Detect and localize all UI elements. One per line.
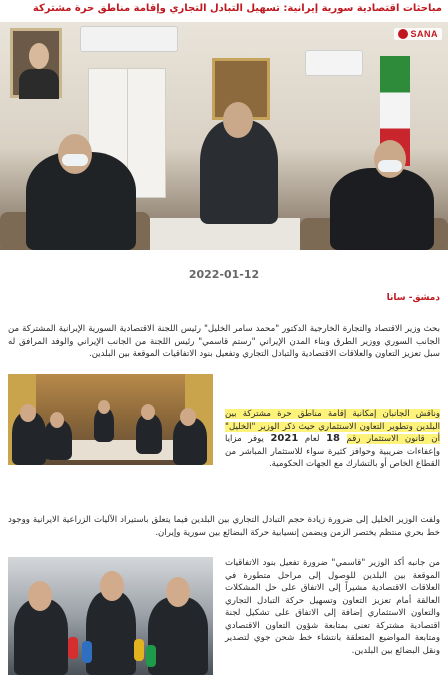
speaker (86, 591, 136, 675)
microphone-icon (68, 637, 78, 659)
logo-text: SANA (410, 29, 438, 39)
speaker-head (166, 577, 190, 607)
paragraph-1: بحث وزير الاقتصاد والتجارة الخارجية الدكتور "محمد سامر الخليل" رئيس اللجنة الاقتصادية السورية الإيرانية المشتركة من الجانب السوري ووزير الطرق وبناء المدن الإيراني "رستم قاسمي" رئيس اللجنة من الجانب الإيراني والوفد المرافق له سبل تعزيز التعاون والعلاقات الاقتصادية والتبادل التجاري وتفعيل بنود الاتفاقيات الموقعة بين البلدين. (8, 324, 440, 359)
speaker (148, 597, 208, 675)
microphone-icon (146, 645, 156, 667)
attendee (136, 414, 162, 454)
attendee-head (50, 412, 64, 428)
paragraph-2-highlight: وناقش الجانبان إمكانية إقامة مناطق حرة مشتركة بين البلدين وتطوير التعاون الاستثماري حيث ذكر الوزير "الخليل" أن قانون الاستثمار رقم (225, 409, 441, 444)
sana-logo (394, 28, 442, 40)
attendee-head (141, 404, 155, 420)
attendee-head (20, 404, 36, 422)
speaker-head (100, 571, 124, 601)
air-conditioner-right (305, 50, 363, 76)
paragraph-2-rest: يوفر مزايا وإعفاءات ضريبية وحوافز كثيرة سواء للاستثمار المباشر من القطاع الخاص أو بالتشارك مع الجهات الحكومية. (225, 434, 440, 469)
paragraph-3: ولفت الوزير الخليل إلى ضرورة زيادة حجم التبادل التجاري بين البلدين فيما يتعلق باستيراد الآليات الزراعية الايرانية ووجود خط بحري منتظم يختصر الزمن ويضمن إنسيابية حركة البضائع بين سورية وإيران. (8, 515, 440, 538)
law-number: 18 (326, 433, 340, 444)
speaker-head (28, 581, 52, 611)
press-conference-photo (8, 557, 213, 675)
meeting-photo (0, 22, 448, 250)
paragraph-2 (225, 408, 440, 471)
face-mask-left (62, 154, 88, 166)
logo-mark-icon (398, 29, 408, 39)
face-mask-right (378, 160, 402, 172)
article-headline: مباحثات اقتصادية سورية إيرانية: تسهيل التبادل التجاري وإقامة مناطق حرة مشتركة (32, 3, 442, 14)
person-right (330, 168, 434, 250)
paragraph-2-mid: لعام (304, 434, 320, 444)
attendee-head (180, 408, 196, 426)
air-conditioner (80, 26, 178, 52)
head-right (374, 140, 406, 178)
law-year: 2021 (270, 433, 299, 444)
microphone-icon (82, 641, 92, 663)
article-source: دمشق- سانا (386, 293, 440, 303)
article-date: 2022-01-12 (188, 268, 260, 281)
microphone-icon (134, 639, 144, 661)
head-center (223, 102, 253, 138)
paragraph-4: من جانبه أكد الوزير "قاسمي" ضرورة تفعيل بنود الاتفاقيات الموقعة بين البلدين للوصول إلى مراحل متطورة في العلاقات الاقتصادية مشيراً إلى الاتفاق على حل المشكلات العالقة أمام تعزيز التعاون وتسهيل حركة التبادل التجاري والتعاون الاستثماري إضافة إلى الاتفاق على تشكيل لجنة اقتصادية مشتركة تعنى بمتابعة شؤون التعاون الاقتصادي ومتابعة المواضيع المتعلقة بانتشاء خط شحن جوي لتصدير ونقل البضائع بين البلدين. (225, 558, 440, 656)
delegation-photo (8, 374, 213, 465)
wall-portrait (10, 28, 62, 98)
attendee-head (98, 400, 110, 414)
